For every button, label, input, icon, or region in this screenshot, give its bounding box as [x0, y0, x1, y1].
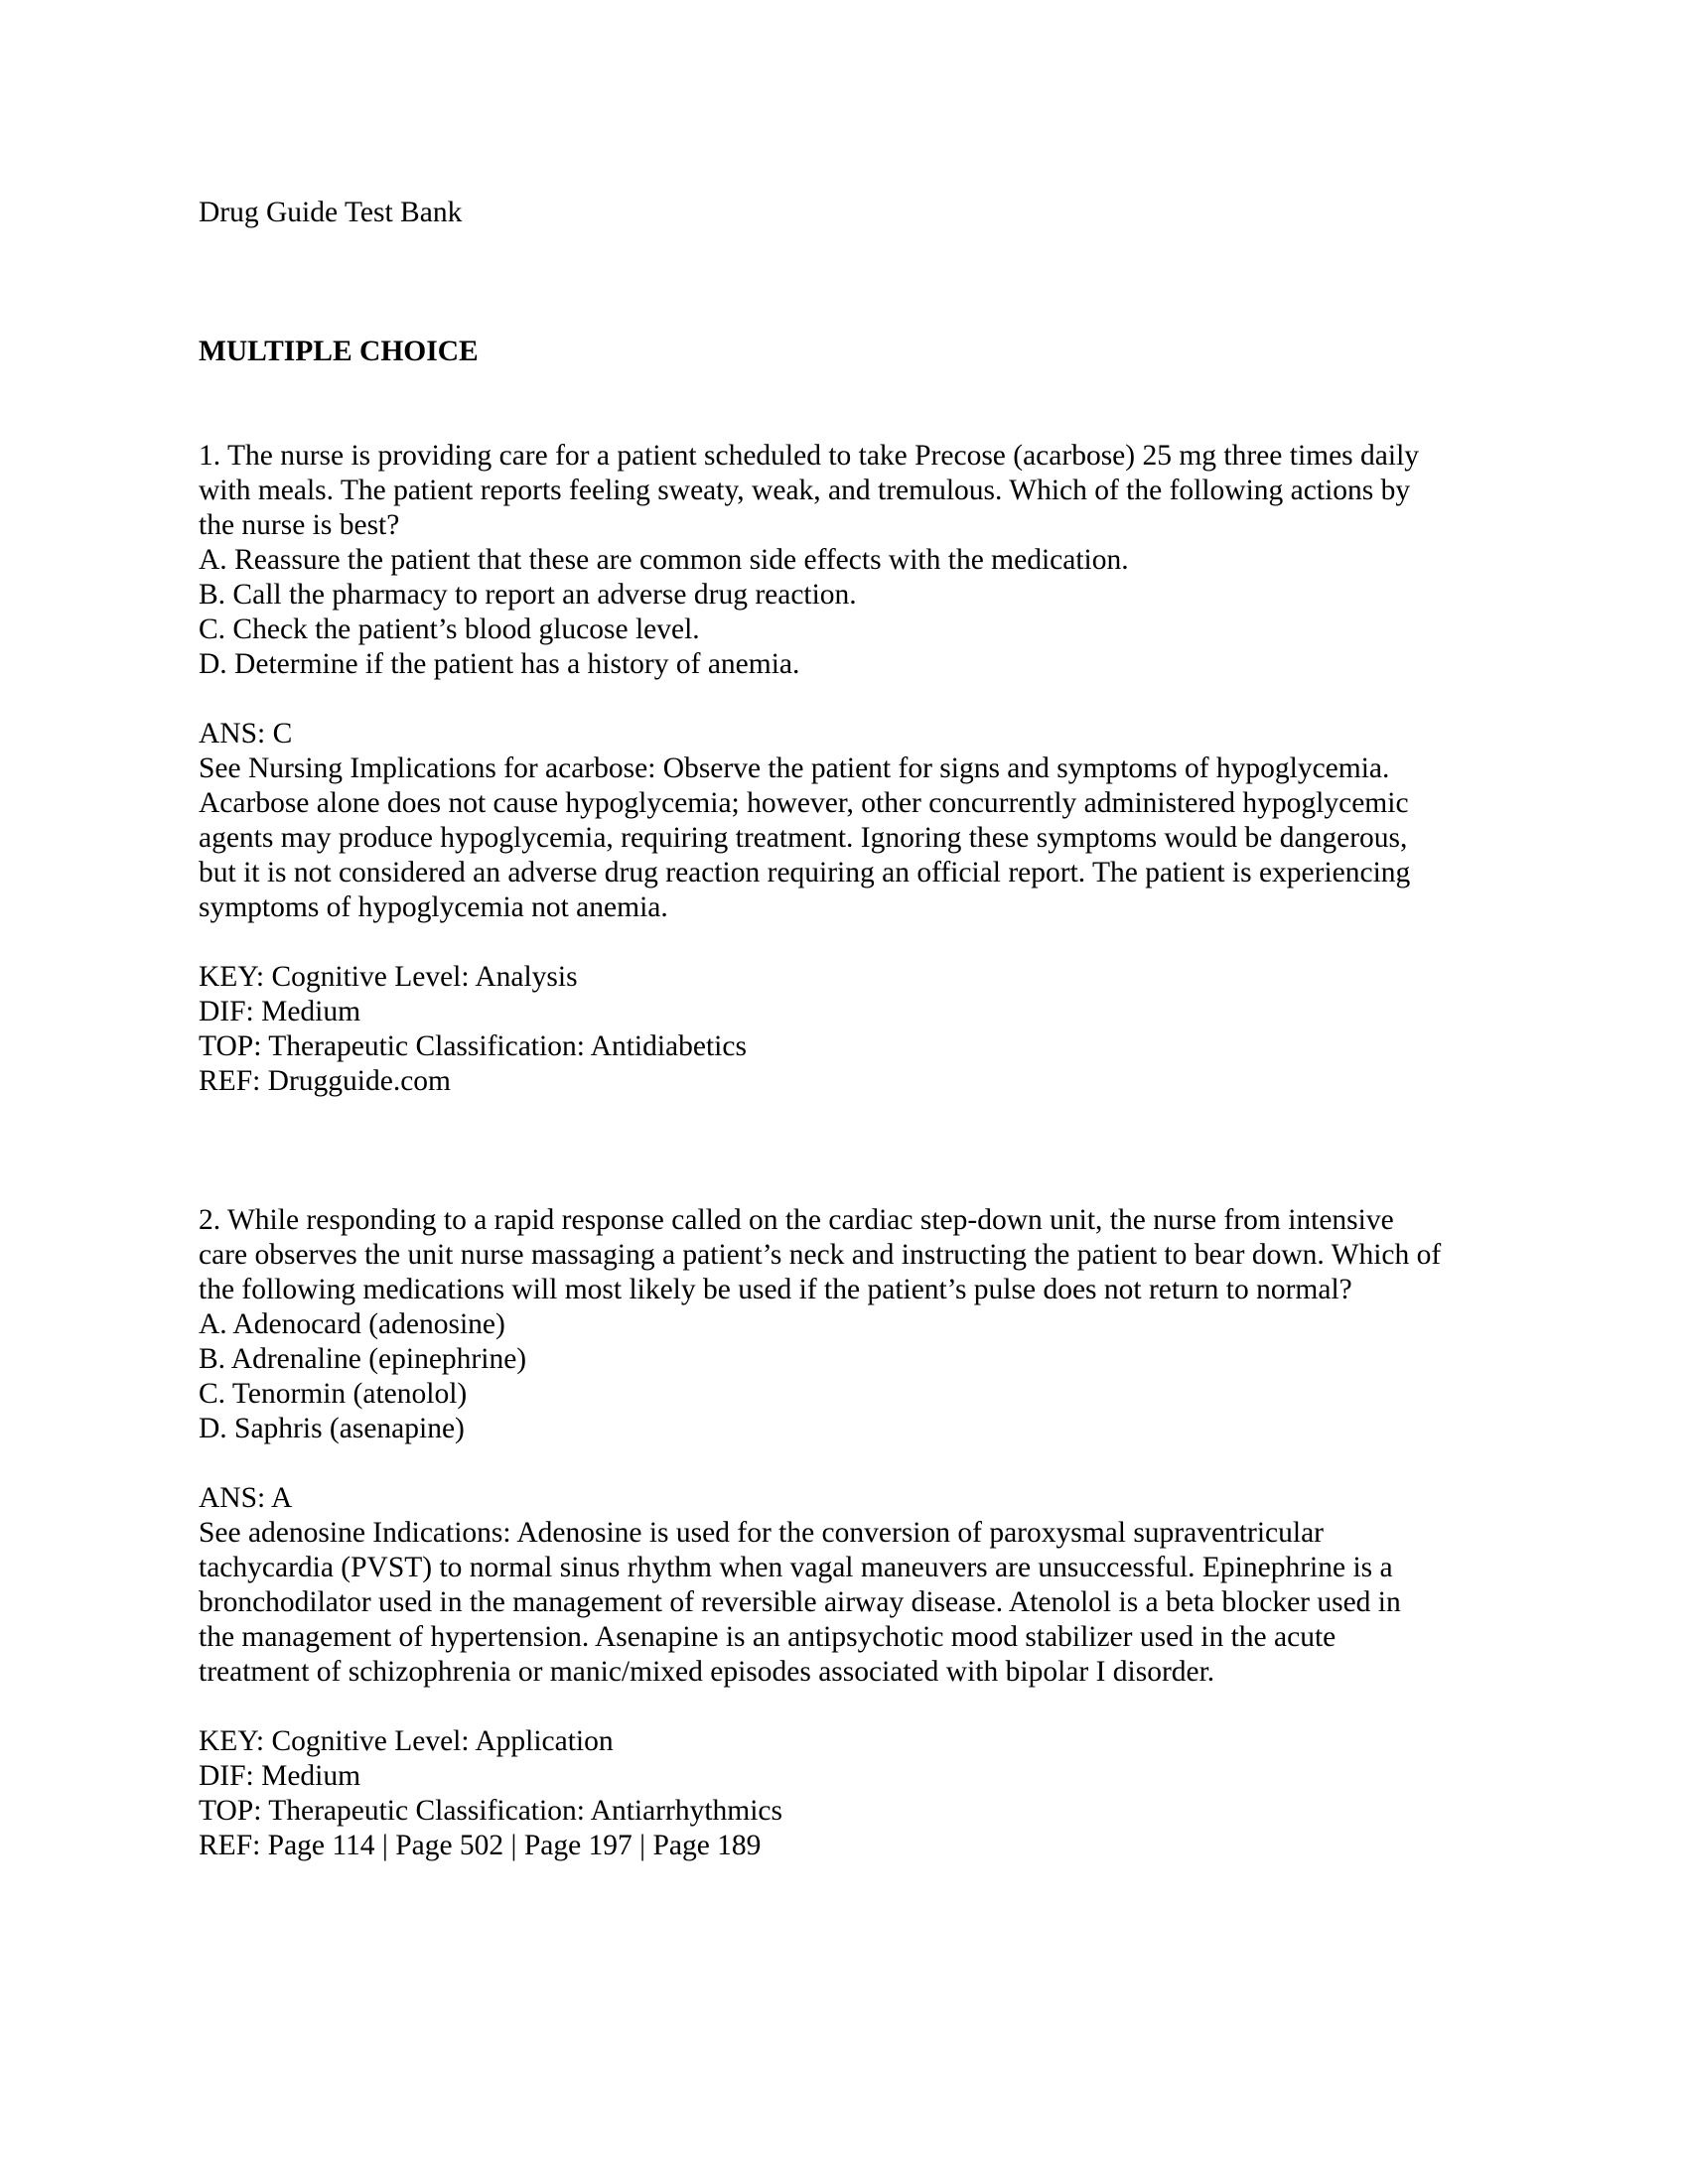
difficulty-line: DIF: Medium [199, 1760, 361, 1792]
answer-option-a: A. Adenocard (adenosine) [199, 1308, 505, 1340]
answer-option-c: C. Check the patient’s blood glucose level. [199, 614, 700, 645]
rationale-line: treatment of schizophrenia or manic/mixed episodes associated with bipolar I disorder. [199, 1656, 1215, 1688]
answer-option-d: D. Determine if the patient has a history of anemia. [199, 648, 800, 680]
answer-label: ANS: C [199, 718, 293, 750]
question-stem-line: 2. While responding to a rapid response called on the cardiac step-down unit, the nurse from intensive [199, 1204, 1394, 1236]
question-stem-line: care observes the unit nurse massaging a patient’s neck and instructing the patient to bear down. Which of [199, 1239, 1442, 1271]
rationale-line: See adenosine Indications: Adenosine is used for the conversion of paroxysmal supraventricular [199, 1517, 1324, 1549]
answer-option-b: B. Adrenaline (epinephrine) [199, 1343, 527, 1375]
rationale-line: symptoms of hypoglycemia not anemia. [199, 891, 668, 923]
rationale-line: tachycardia (PVST) to normal sinus rhythm when vagal maneuvers are unsuccessful. Epinephrine is a [199, 1552, 1393, 1583]
document-page [199, 0, 1489, 2184]
section-heading: MULTIPLE CHOICE [199, 336, 479, 367]
rationale-line: See Nursing Implications for acarbose: Observe the patient for signs and symptoms of hypoglycemia. [199, 752, 1390, 784]
rationale-line: agents may produce hypoglycemia, requiring treatment. Ignoring these symptoms would be dangerous, [199, 822, 1408, 854]
answer-label: ANS: A [199, 1482, 293, 1514]
key-line: KEY: Cognitive Level: Analysis [199, 961, 578, 993]
topic-line: TOP: Therapeutic Classification: Antidiabetics [199, 1030, 747, 1062]
question-stem-line: with meals. The patient reports feeling sweaty, weak, and tremulous. Which of the following actions by [199, 475, 1411, 506]
question-stem-line: the nurse is best? [199, 509, 400, 541]
answer-option-c: C. Tenormin (atenolol) [199, 1378, 468, 1410]
rationale-line: Acarbose alone does not cause hypoglycemia; however, other concurrently administered hypoglycemic [199, 787, 1409, 819]
reference-line: REF: Page 114 | Page 502 | Page 197 | Page 189 [199, 1830, 762, 1861]
document-title: Drug Guide Test Bank [199, 197, 463, 228]
question-stem-line: the following medications will most likely be used if the patient’s pulse does not return to normal? [199, 1274, 1352, 1305]
answer-option-d: D. Saphris (asenapine) [199, 1413, 465, 1444]
key-line: KEY: Cognitive Level: Application [199, 1725, 614, 1757]
answer-option-a: A. Reassure the patient that these are common side effects with the medication. [199, 544, 1129, 576]
question-stem-line: 1. The nurse is providing care for a patient scheduled to take Precose (acarbose) 25 mg three times daily [199, 440, 1420, 472]
topic-line: TOP: Therapeutic Classification: Antiarrhythmics [199, 1795, 782, 1827]
answer-option-b: B. Call the pharmacy to report an adverse drug reaction. [199, 579, 857, 611]
difficulty-line: DIF: Medium [199, 996, 361, 1027]
rationale-line: bronchodilator used in the management of reversible airway disease. Atenolol is a beta blocker used in [199, 1586, 1401, 1618]
rationale-line: the management of hypertension. Asenapine is an antipsychotic mood stabilizer used in the acute [199, 1621, 1336, 1653]
reference-line: REF: Drugguide.com [199, 1065, 452, 1097]
rationale-line: but it is not considered an adverse drug reaction requiring an official report. The patient is experiencing [199, 857, 1411, 888]
